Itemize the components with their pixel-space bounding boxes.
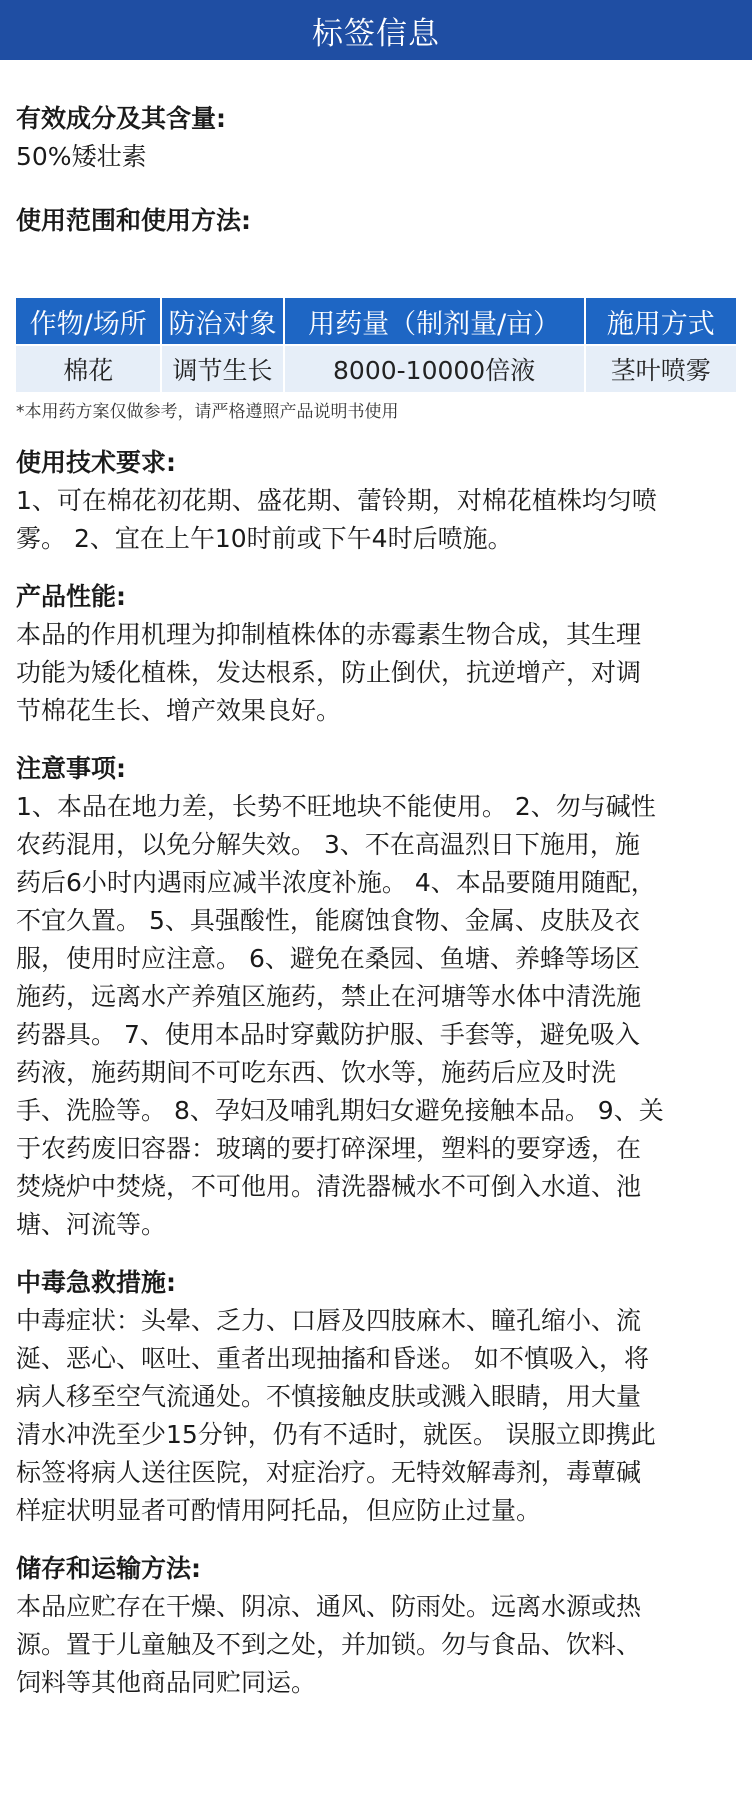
label-content: [0, 100, 752, 1702]
text-line: 涎、恶心、呕吐、重者出现抽搐和昏迷。 如不慎吸入，将: [16, 1344, 649, 1373]
text-line: 清水冲洗至少15分钟，仍有不适时，就医。 误服立即携此: [16, 1420, 656, 1449]
page-header: [0, 0, 752, 60]
cell-method: 茎叶喷雾: [586, 344, 736, 392]
text-line: 药后6小时内遇雨应减半浓度补施。 4、本品要随用随配，: [16, 868, 656, 897]
text-line: 雾。 2、宜在上午10时前或下午4时后喷施。: [16, 524, 513, 553]
text-line: 1、本品在地力差，长势不旺地块不能使用。 2、勿与碱性: [16, 792, 656, 821]
text-line: 中毒症状：头晕、乏力、口唇及四肢麻木、瞳孔缩小、流: [16, 1306, 642, 1335]
cell-crop: 棉花: [16, 344, 160, 392]
column-header-crop: 作物/场所: [16, 298, 160, 344]
text-line: 本品的作用机理为抑制植株体的赤霉素生物合成，其生理: [16, 620, 642, 649]
text-line: 样症状明显者可酌情用阿托品，但应防止过量。: [16, 1496, 542, 1525]
performance-title: 产品性能:: [16, 582, 126, 611]
text-line: 手、洗脸等。 8、孕妇及哺乳期妇女避免接触本品。 9、关: [16, 1096, 664, 1125]
ingredient-value: 50%矮壮素: [16, 142, 147, 171]
text-line: 标签将病人送往医院，对症治疗。无特效解毒剂，毒蕈碱: [16, 1458, 642, 1487]
text-line: 病人移至空气流通处。不慎接触皮肤或溅入眼睛，用大量: [16, 1382, 642, 1411]
text-line: 1、可在棉花初花期、盛花期、蕾铃期，对棉花植株均匀喷: [16, 486, 657, 515]
first-aid-title: 中毒急救措施:: [16, 1268, 176, 1297]
dosage-table-wrap: [16, 298, 736, 392]
ingredient-title: 有效成分及其含量:: [16, 104, 226, 133]
technical-body: [16, 482, 736, 558]
column-header-method: 施用方式: [586, 298, 736, 344]
text-line: 焚烧炉中焚烧，不可他用。清洗器械水不可倒入水道、池: [16, 1172, 642, 1201]
technical-title: 使用技术要求:: [16, 448, 176, 477]
text-line: 节棉花生长、增产效果良好。: [16, 696, 342, 725]
text-line: 于农药废旧容器：玻璃的要打碎深埋，塑料的要穿透，在: [16, 1134, 642, 1163]
column-header-dosage: 用药量（制剂量/亩）: [285, 298, 584, 344]
text-line: 不宜久置。 5、具强酸性，能腐蚀食物、金属、皮肤及衣: [16, 906, 640, 935]
text-line: 药器具。 7、使用本品时穿戴防护服、手套等，避免吸入: [16, 1020, 640, 1049]
performance-body: [16, 616, 736, 730]
text-line: 施药，远离水产养殖区施药，禁止在河塘等水体中清洗施: [16, 982, 642, 1011]
storage-body: [16, 1588, 736, 1702]
usage-title: 使用范围和使用方法:: [16, 206, 251, 235]
column-header-target: 防治对象: [162, 298, 282, 344]
text-line: 饲料等其他商品同贮同运。: [16, 1668, 317, 1697]
text-line: 服，使用时应注意。 6、避免在桑园、鱼塘、养蜂等场区: [16, 944, 640, 973]
page-title: 标签信息: [312, 15, 440, 52]
text-line: 药液，施药期间不可吃东西、饮水等，施药后应及时洗: [16, 1058, 617, 1087]
cell-dosage: 8000-10000倍液: [285, 344, 584, 392]
dosage-table: [14, 298, 738, 392]
cell-target: 调节生长: [162, 344, 282, 392]
precautions-title: 注意事项:: [16, 754, 126, 783]
storage-title: 储存和运输方法:: [16, 1554, 201, 1583]
text-line: 源。置于儿童触及不到之处，并加锁。勿与食品、饮料、: [16, 1630, 642, 1659]
text-line: 本品应贮存在干燥、阴凉、通风、防雨处。远离水源或热: [16, 1592, 642, 1621]
dosage-table-header-row: [16, 298, 736, 344]
table-row: [16, 344, 736, 392]
first-aid-body: [16, 1302, 736, 1530]
text-line: 功能为矮化植株，发达根系，防止倒伏，抗逆增产，对调: [16, 658, 642, 687]
table-note: *本用药方案仅做参考，请严格遵照产品说明书使用: [16, 402, 399, 422]
precautions-body: [16, 788, 736, 1244]
text-line: 塘、河流等。: [16, 1210, 167, 1239]
text-line: 农药混用，以免分解失效。 3、不在高温烈日下施用，施: [16, 830, 640, 859]
